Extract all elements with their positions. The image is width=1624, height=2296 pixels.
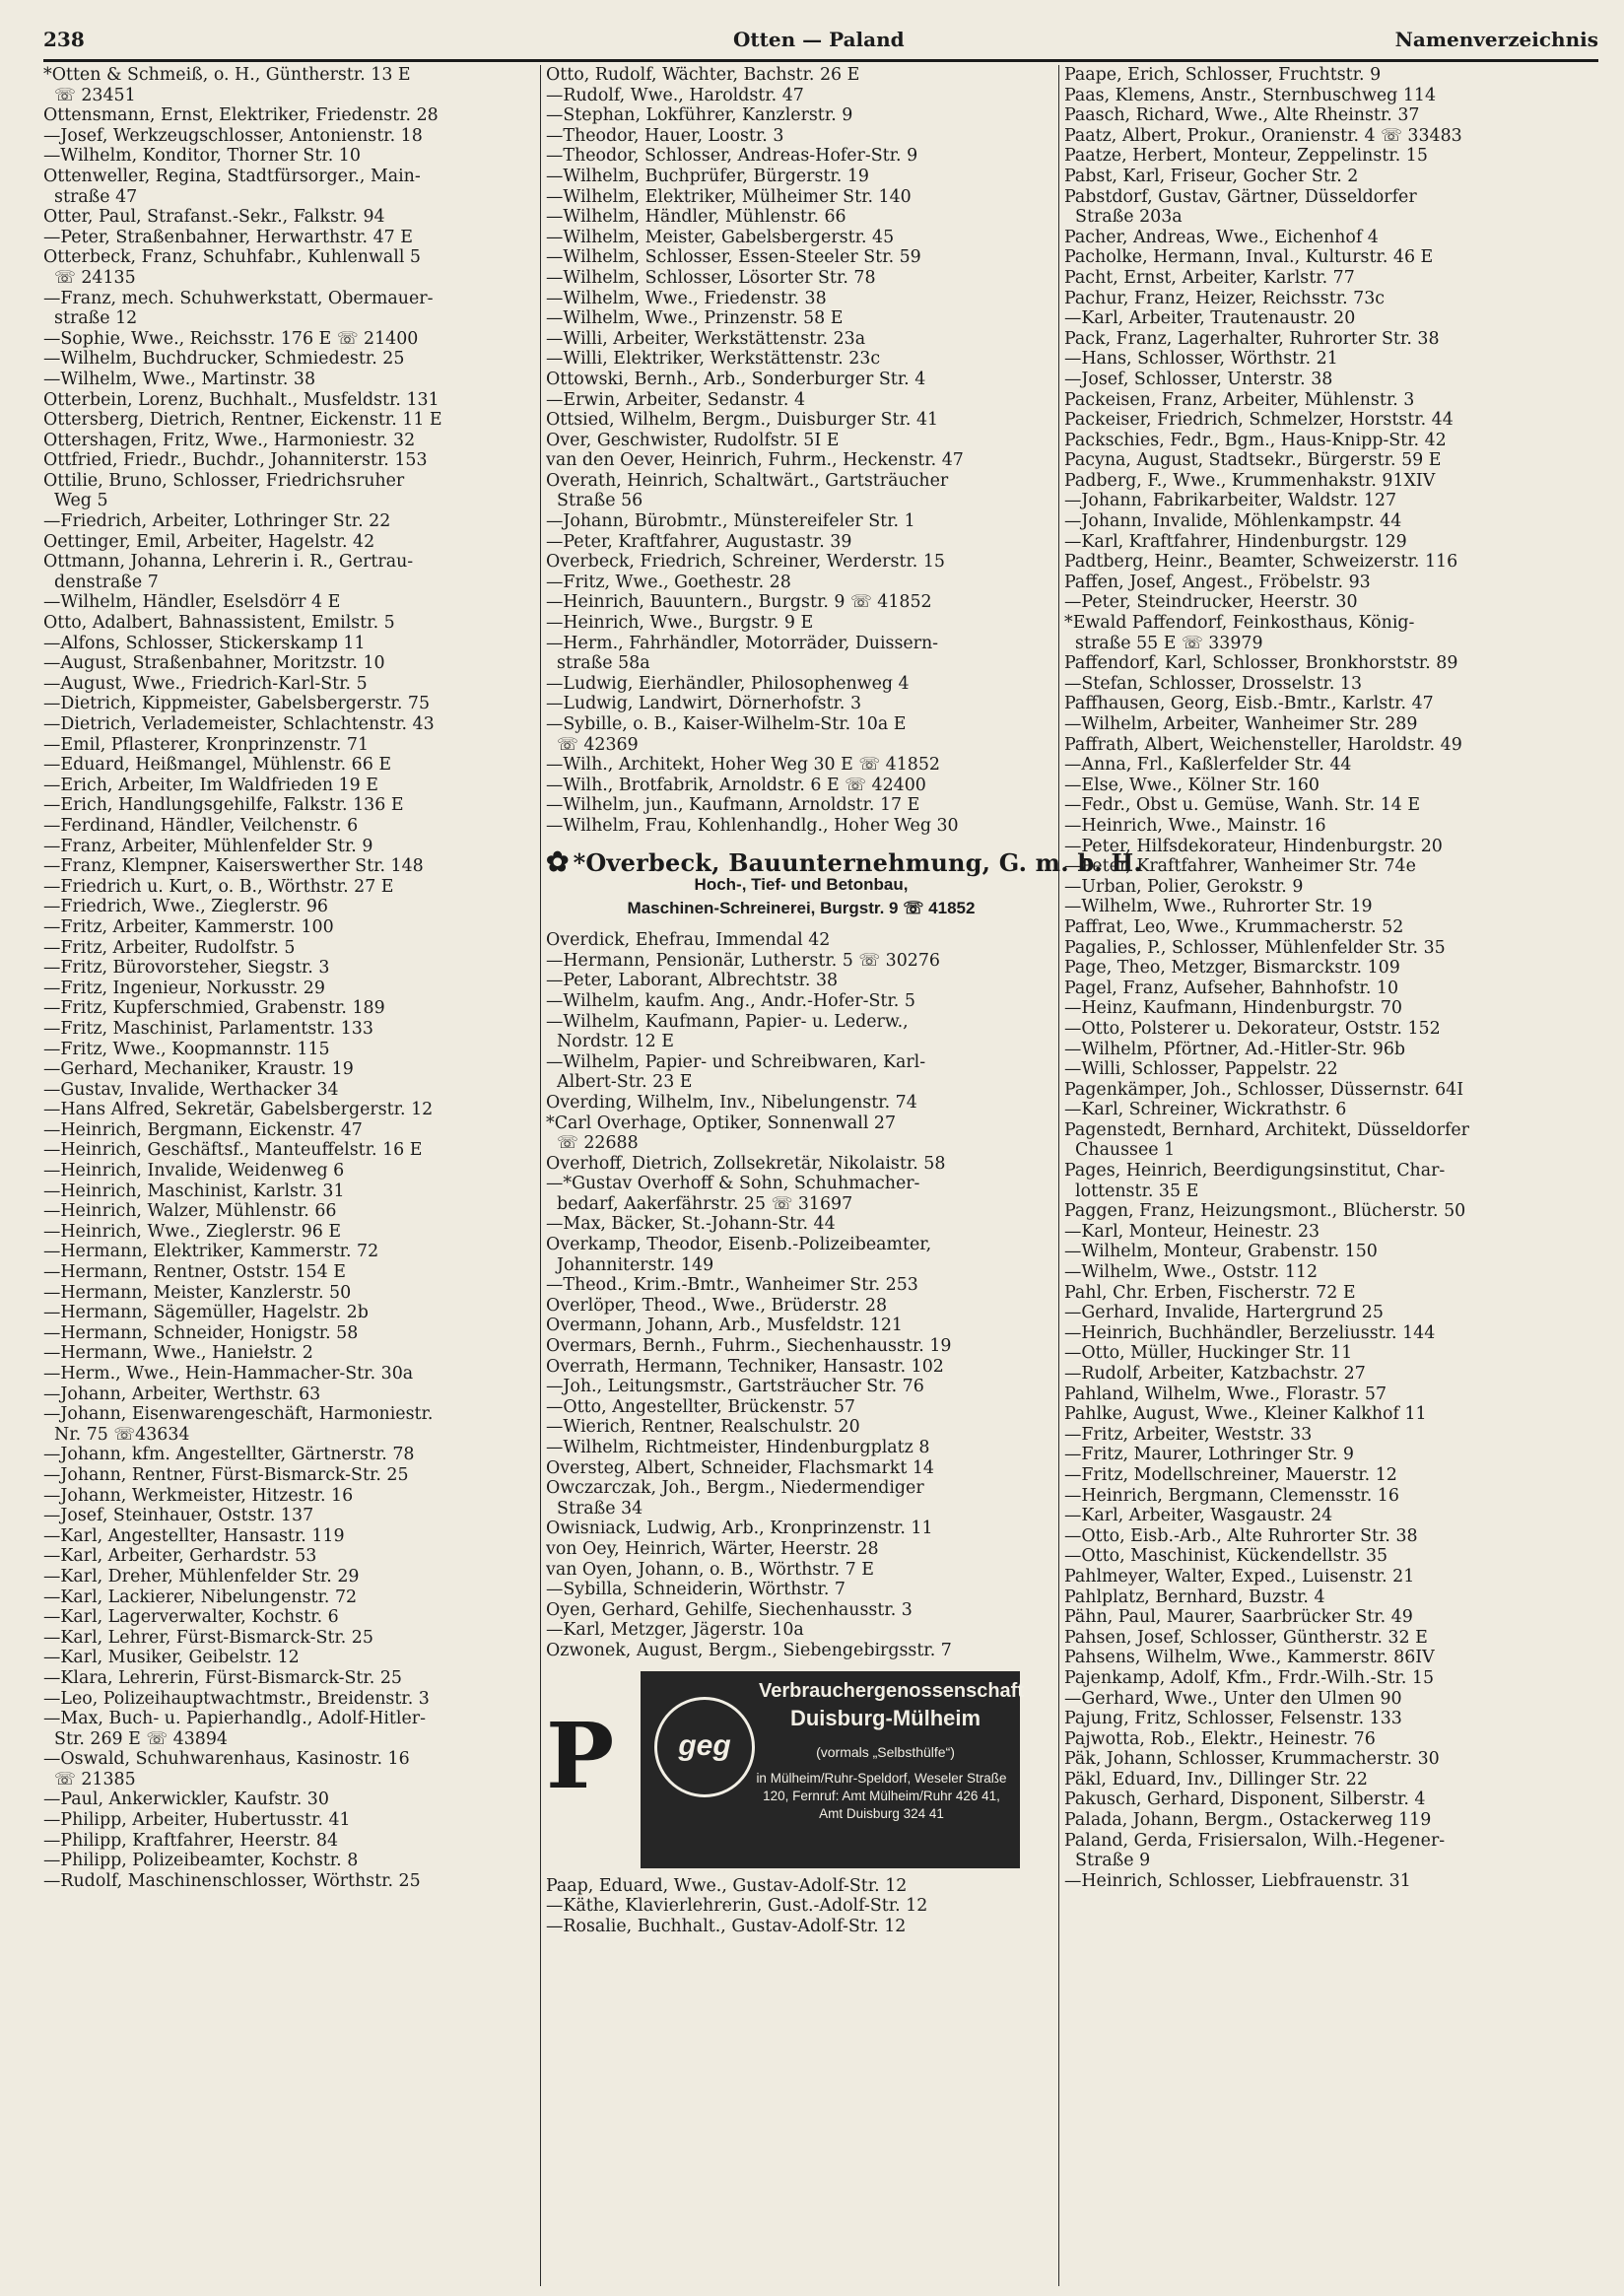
directory-entry: Oversteg, Albert, Schneider, Flachsmarkt 14 [546,1457,934,1478]
directory-entry: ☏ 42369 [546,734,639,755]
directory-entry: —Eduard, Heißmangel, Mühlenstr. 66 E [43,755,392,776]
directory-entry: Ottensmann, Ernst, Elektriker, Friedenstr. 28 [43,105,439,126]
directory-entry: Pahlplatz, Bernhard, Buzstr. 4 [1064,1587,1325,1607]
directory-entry: —Oswald, Schuhwarenhaus, Kasinostr. 16 [43,1749,410,1770]
overbeck-ad-line1: Hoch-, Tief- und Betonbau, [694,875,909,895]
directory-entry: —Johann, Werkmeister, Hitzestr. 16 [43,1485,354,1506]
directory-entry: Pähn, Paul, Maurer, Saarbrücker Str. 49 [1064,1607,1413,1628]
directory-entry: —Wilhelm, Pförtner, Ad.-Hitler-Str. 96b [1064,1039,1406,1059]
directory-entry: —Heinrich, Geschäftsf., Manteuffelstr. 16 E [43,1140,423,1161]
directory-entry: —Rudolf, Arbeiter, Katzbachstr. 27 [1064,1364,1366,1384]
directory-entry: —Franz, mech. Schuhwerkstatt, Obermauer- [43,288,434,308]
directory-entry: —Heinrich, Wwe., Mainstr. 16 [1064,815,1326,836]
directory-entry: ☏ 21385 [43,1769,136,1790]
directory-entry: Overrath, Hermann, Techniker, Hansastr. 102 [546,1356,944,1377]
directory-entry: —Hermann, Sägemüller, Hagelstr. 2b [43,1303,369,1323]
directory-entry: —Fritz, Modellschreiner, Mauerstr. 12 [1064,1464,1397,1485]
directory-entry: —Otto, Müller, Huckinger Str. 11 [1064,1343,1353,1364]
directory-entry: —Franz, Klempner, Kaiserswerther Str. 148 [43,856,424,877]
directory-entry: —Wilhelm, Konditor, Thorner Str. 10 [43,146,361,167]
directory-entry: —Gerhard, Invalide, Hartergrund 25 [1064,1303,1384,1323]
directory-entry: —August, Straßenbahner, Moritzstr. 10 [43,653,385,674]
directory-entry: Overhoff, Dietrich, Zollsekretär, Nikolaistr. 58 [546,1153,946,1174]
directory-entry: Pahland, Wilhelm, Wwe., Florastr. 57 [1064,1384,1387,1404]
directory-entry: Pabst, Karl, Friseur, Gocher Str. 2 [1064,166,1359,186]
directory-entry: —Heinrich, Buchhändler, Berzeliusstr. 144 [1064,1322,1436,1343]
directory-entry: Overmann, Johann, Arb., Musfeldstr. 121 [546,1316,903,1336]
directory-entry: —Wilhelm, Arbeiter, Wanheimer Str. 289 [1064,714,1418,734]
directory-entry: —Heinrich, Bergmann, Eickenstr. 47 [43,1119,363,1140]
directory-entry: —Willi, Elektriker, Werkstättenstr. 23c [546,349,881,370]
directory-entry: ☏ 24135 [43,267,136,288]
directory-entry: —Josef, Werkzeugschlosser, Antonienstr. 18 [43,125,423,146]
directory-entry: Padtberg, Heinr., Beamter, Schweizerstr. 116 [1064,552,1458,573]
directory-entry: Paatz, Albert, Prokur., Oranienstr. 4 ☏ 33483 [1064,125,1462,146]
directory-entry: Paatze, Herbert, Monteur, Zeppelinstr. 15 [1064,146,1428,167]
veg-ad-line1: Verbrauchergenossenschaft [759,1679,1024,1702]
directory-entry: —Peter, Kraftfahrer, Wanheimer Str. 74e [1064,856,1416,877]
directory-entry: Straße 34 [546,1498,643,1519]
directory-entry: Paffen, Josef, Angest., Fröbelstr. 93 [1064,572,1371,592]
directory-entry: —Sybilla, Schneiderin, Wörthstr. 7 [546,1580,846,1600]
directory-entry: —Heinrich, Bergmann, Clemensstr. 16 [1064,1485,1399,1506]
directory-entry: —Peter, Laborant, Albrechtstr. 38 [546,971,839,991]
directory-entry: Pajung, Fritz, Schlosser, Felsenstr. 133 [1064,1709,1402,1729]
veg-ad-line4: in Mülheim/Ruhr-Speldorf, Weseler Straße 120, Fernruf: Amt Mülheim/Ruhr 426 41, Amt Duisburg 324 41 [756,1770,1007,1821]
directory-entry: —Stefan, Schlosser, Drosselstr. 13 [1064,673,1363,694]
directory-entry: —Johann, Arbeiter, Werthstr. 63 [43,1384,321,1404]
directory-entry: —Ludwig, Landwirt, Dörnerhofstr. 3 [546,694,862,714]
directory-entry: Paggen, Franz, Heizungsmont., Blücherstr. 50 [1064,1201,1466,1222]
directory-entry: —Karl, Angestellter, Hansastr. 119 [43,1525,345,1546]
directory-entry: —Josef, Steinhauer, Oststr. 137 [43,1506,314,1526]
directory-entry: —Erwin, Arbeiter, Sedanstr. 4 [546,389,806,410]
directory-entry: —Else, Wwe., Kölner Str. 160 [1064,775,1320,795]
directory-entry: —Wilhelm, Wwe., Prinzenstr. 58 E [546,308,844,329]
directory-entry: —Karl, Metzger, Jägerstr. 10a [546,1620,804,1641]
directory-entry: Pagalies, P., Schlosser, Mühlenfelder Str. 35 [1064,937,1446,958]
directory-entry: *Ewald Paffendorf, Feinkosthaus, König- [1064,613,1415,634]
directory-entry: —Karl, Kraftfahrer, Hindenburgstr. 129 [1064,531,1407,552]
directory-entry: *Carl Overhage, Optiker, Sonnenwall 27 [546,1113,897,1133]
directory-entry: Pack, Franz, Lagerhalter, Ruhrorter Str. 38 [1064,328,1440,349]
directory-entry: bedarf, Aakerfährstr. 25 ☏ 31697 [546,1193,853,1214]
directory-entry: Paas, Klemens, Anstr., Sternbuschweg 114 [1064,85,1437,105]
directory-entry: Pajwotta, Rob., Elektr., Heinestr. 76 [1064,1728,1376,1749]
overbeck-ad-line2: Maschinen-Schreinerei, Burgstr. 9 ☏ 41852 [627,899,976,918]
directory-entry: Chaussee 1 [1064,1140,1176,1161]
directory-entry: —Friedrich, Arbeiter, Lothringer Str. 22 [43,511,391,532]
directory-entry: —Karl, Lackierer, Nibelungenstr. 72 [43,1587,358,1607]
directory-entry: —Wilhelm, Richtmeister, Hindenburgplatz 8 [546,1438,930,1457]
directory-entry: —Wilhelm, Elektriker, Mülheimer Str. 140 [546,186,912,207]
directory-entry: —Johann, Eisenwarengeschäft, Harmoniestr. [43,1404,434,1425]
section-letter: P [546,1702,615,1809]
directory-entry: Pagenstedt, Bernhard, Architekt, Düsseldorfer [1064,1119,1469,1140]
column-1 [43,65,538,1891]
directory-entry: —Wilhelm, kaufm. Ang., Andr.-Hofer-Str. 5 [546,990,915,1011]
directory-entry: —Dietrich, Verlademeister, Schlachtenstr. 43 [43,714,435,734]
directory-entry: —Wilhelm, Schlosser, Lösorter Str. 78 [546,267,876,288]
directory-entry: —Wilhelm, Wwe., Ruhrorter Str. 19 [1064,897,1373,917]
directory-entry: —Hans, Schlosser, Wörthstr. 21 [1064,349,1338,370]
directory-entry: —Wilhelm, Frau, Kohlenhandlg., Hoher Weg 30 [546,815,959,836]
directory-entry: —Otto, Maschinist, Kückendellstr. 35 [1064,1546,1388,1567]
directory-entry: Ottmann, Johanna, Lehrerin i. R., Gertrau- [43,552,414,573]
veg-ad-line3: (vormals „Selbsthülfe“) [816,1743,955,1760]
directory-entry: —Heinrich, Wwe., Zieglerstr. 96 E [43,1221,342,1242]
directory-entry: —Käthe, Klavierlehrerin, Gust.-Adolf-Str. 12 [546,1896,928,1917]
directory-entry: —Hermann, Wwe., Haniełstr. 2 [43,1343,313,1364]
directory-entry: Pagenkämper, Joh., Schlosser, Düssernstr. 64I [1064,1079,1464,1100]
directory-entry: —Johann, Rentner, Fürst-Bismarck-Str. 25 [43,1464,409,1485]
veg-ad-box [641,1671,1024,1868]
column-divider [1058,65,1059,2286]
veg-ad-line2: Duisburg-Mülheim [789,1705,981,1730]
overbeck-ad-title: *Overbeck, Bauunternehmung, G. m. b. H. [573,847,1142,877]
directory-entry: Oettinger, Emil, Arbeiter, Hagelstr. 42 [43,531,375,552]
directory-entry: Paffhausen, Georg, Eisb.-Bmtr., Karlstr. 47 [1064,694,1434,714]
directory-entry: —Wilhelm, Händler, Mühlenstr. 66 [546,207,846,228]
directory-entry: Oyen, Gerhard, Gehilfe, Siechenhausstr. 3 [546,1599,913,1620]
directory-entry: —Philipp, Polizeibeamter, Kochstr. 8 [43,1851,359,1871]
directory-entry: —Erich, Handlungsgehilfe, Falkstr. 136 E [43,795,404,816]
directory-entry: Ottersberg, Dietrich, Rentner, Eickenstr. 11 E [43,410,442,431]
directory-entry: Paffendorf, Karl, Schlosser, Bronkhorststr. 89 [1064,653,1458,674]
directory-entry: Pacholke, Hermann, Inval., Kulturstr. 46 E [1064,247,1434,268]
directory-entry: von Oey, Heinrich, Wärter, Heerstr. 28 [546,1538,879,1559]
directory-entry: —Fritz, Maurer, Lothringer Str. 9 [1064,1445,1354,1465]
directory-entry: —Hermann, Elektriker, Kammerstr. 72 [43,1242,379,1262]
directory-entry: —Joh., Leitungsmstr., Gartsträucher Str. 76 [546,1377,924,1397]
directory-entry: Str. 269 E ☏ 43894 [43,1728,228,1749]
directory-entry: —Emil, Pflasterer, Kronprinzenstr. 71 [43,734,370,755]
directory-entry: —Hermann, Rentner, Oststr. 154 E [43,1262,346,1283]
directory-entry: Pahsens, Wilhelm, Wwe., Kammerstr. 86IV [1064,1648,1435,1668]
directory-entry: Nordstr. 12 E [546,1032,674,1052]
directory-entry: —Ludwig, Eierhändler, Philosophenweg 4 [546,673,910,694]
directory-entry: ☏ 22688 [546,1133,639,1154]
directory-entry: —Heinrich, Bauuntern., Burgstr. 9 ☏ 41852 [546,592,932,613]
directory-entry: —Friedrich, Wwe., Zieglerstr. 96 [43,897,328,917]
directory-entry: Overlöper, Theod., Wwe., Brüderstr. 28 [546,1295,888,1316]
directory-entry: —Karl, Arbeiter, Trautenaustr. 20 [1064,308,1356,329]
directory-entry: Pabstdorf, Gustav, Gärtner, Düsseldorfer [1064,186,1417,207]
directory-entry: Overath, Heinrich, Schaltwärt., Gartsträucher [546,470,949,491]
directory-entry: —Urban, Polier, Gerokstr. 9 [1064,876,1304,897]
directory-entry: —Gerhard, Mechaniker, Kraustr. 19 [43,1059,354,1080]
directory-entry: denstraße 7 [43,572,159,592]
directory-entry: —Fritz, Wwe., Koopmannstr. 115 [43,1039,330,1059]
directory-entry: —Herm., Wwe., Hein-Hammacher-Str. 30a [43,1364,414,1384]
directory-entry: Overmars, Bernh., Fuhrm., Siechenhausstr. 19 [546,1336,952,1357]
directory-entry: Pages, Heinrich, Beerdigungsinstitut, Char- [1064,1161,1446,1182]
directory-entry: —Heinrich, Schlosser, Liebfrauenstr. 31 [1064,1870,1411,1891]
directory-entry: —Karl, Lehrer, Fürst-Bismarck-Str. 25 [43,1627,373,1648]
directory-entry: Paland, Gerda, Frisiersalon, Wilh.-Hegener- [1064,1830,1446,1851]
directory-entry: —Karl, Lagerverwalter, Kochstr. 6 [43,1607,339,1628]
directory-entry: —Otto, Polsterer u. Dekorateur, Oststr. 152 [1064,1018,1441,1039]
directory-entry: —Wilhelm, Buchprüfer, Bürgerstr. 19 [546,166,869,186]
directory-entry: —Wilhelm, Monteur, Grabenstr. 150 [1064,1242,1378,1262]
directory-entry: —Karl, Arbeiter, Wasgaustr. 24 [1064,1506,1333,1526]
directory-entry: —Fritz, Maschinist, Parlamentstr. 133 [43,1018,373,1039]
directory-entry: Page, Theo, Metzger, Bismarckstr. 109 [1064,958,1400,979]
directory-entry: Johanniterstr. 149 [546,1254,714,1275]
directory-entry: —Hans Alfred, Sekretär, Gabelsbergerstr. 12 [43,1100,434,1120]
directory-entry: Straße 9 [1064,1851,1151,1871]
directory-entry: Owisniack, Ludwig, Arb., Kronprinzenstr. 11 [546,1519,933,1539]
column-2-entries-bottom [546,1876,1056,1937]
directory-entry: —Johann, Fabrikarbeiter, Waldstr. 127 [1064,491,1397,511]
veg-advertisement [546,1671,1056,1868]
directory-entry: —Otto, Angestellter, Brückenstr. 57 [546,1396,855,1417]
page-title: Otten — Paland [733,28,905,51]
overbeck-advertisement [546,844,1142,921]
directory-entry: —Hermann, Meister, Kanzlerstr. 50 [43,1282,352,1303]
directory-entry: —Willi, Schlosser, Pappelstr. 22 [1064,1059,1338,1080]
directory-entry: —Johann, kfm. Angestellter, Gärtnerstr. 78 [43,1445,415,1465]
column-3 [1064,65,1601,1891]
overbeck-ad-name [546,844,1142,878]
directory-entry: —Heinrich, Walzer, Mühlenstr. 66 [43,1201,337,1222]
directory-entry: Pachur, Franz, Heizer, Reichsstr. 73c [1064,288,1386,308]
directory-entry: —Wilhelm, Wwe., Martinstr. 38 [43,369,316,389]
directory-entry: van den Oever, Heinrich, Fuhrm., Heckenstr. 47 [546,450,964,471]
directory-entry: Paap, Eduard, Wwe., Gustav-Adolf-Str. 12 [546,1875,908,1896]
directory-entry: —Heinrich, Wwe., Burgstr. 9 E [546,613,814,634]
directory-entry: Albert-Str. 23 E [546,1072,693,1093]
directory-entry: Ottenweller, Regina, Stadtfürsorger., Main- [43,166,421,186]
directory-entry: Pacher, Andreas, Wwe., Eichenhof 4 [1064,227,1379,247]
directory-entry: straße 47 [43,186,138,207]
directory-entry: straße 58a [546,653,650,674]
directory-entry: Pacht, Ernst, Arbeiter, Karlstr. 77 [1064,267,1355,288]
directory-entry: Ozwonek, August, Bergm., Siebengebirgsstr. 7 [546,1640,952,1660]
directory-entry: —Wilhelm, Händler, Eselsdörr 4 E [43,592,341,613]
directory-entry: —Rudolf, Maschinenschlosser, Wörthstr. 25 [43,1870,421,1891]
directory-entry: —Fritz, Wwe., Goethestr. 28 [546,572,791,592]
directory-entry: van Oyen, Johann, o. B., Wörthstr. 7 E [546,1559,874,1580]
directory-entry: —Peter, Steindrucker, Heerstr. 30 [1064,592,1358,613]
directory-entry: Pahlmeyer, Walter, Exped., Luisenstr. 21 [1064,1566,1415,1587]
directory-entry: —Fritz, Arbeiter, Kammerstr. 100 [43,916,334,937]
directory-entry: —Erich, Arbeiter, Im Waldfrieden 19 E [43,775,378,795]
directory-entry: —Heinrich, Maschinist, Karlstr. 31 [43,1181,345,1201]
directory-entry: Pahl, Chr. Erben, Fischerstr. 72 E [1064,1282,1356,1303]
directory-entry: Ottsied, Wilhelm, Bergm., Duisburger Str. 41 [546,410,939,431]
directory-entry: Otto, Rudolf, Wächter, Bachstr. 26 E [546,65,860,85]
directory-entry: —Wilhelm, Kaufmann, Papier- u. Lederw., [546,1011,909,1032]
directory-entry: straße 55 E ☏ 33979 [1064,633,1263,653]
directory-entry: —Friedrich u. Kurt, o. B., Wörthstr. 27 E [43,876,394,897]
directory-entry: Ottfried, Friedr., Buchdr., Johanniterstr. 153 [43,450,428,471]
directory-entry: —Wierich, Rentner, Realschulstr. 20 [546,1417,860,1438]
directory-entry: straße 12 [43,308,138,329]
directory-entry: —Herm., Fahrhändler, Motorräder, Duissern- [546,633,939,653]
directory-entry: —Gerhard, Wwe., Unter den Ulmen 90 [1064,1688,1402,1709]
directory-entry: Ottershagen, Fritz, Wwe., Harmoniestr. 32 [43,430,416,450]
directory-entry: ☏ 23451 [43,85,136,105]
directory-entry: —Max, Bäcker, St.-Johann-Str. 44 [546,1214,836,1235]
directory-entry: Ottilie, Bruno, Schlosser, Friedrichsruher [43,470,405,491]
directory-entry: —Wilhelm, Papier- und Schreibwaren, Karl- [546,1051,926,1072]
directory-entry: —Stephan, Lokführer, Kanzlerstr. 9 [546,105,853,126]
directory-entry: —Karl, Arbeiter, Gerhardstr. 53 [43,1546,317,1567]
directory-entry: —Fritz, Kupferschmied, Grabenstr. 189 [43,998,385,1019]
directory-entry: Päk, Johann, Schlosser, Krummacherstr. 30 [1064,1749,1440,1770]
directory-entry: —Max, Buch- u. Papierhandlg., Adolf-Hitler- [43,1709,426,1729]
directory-entry: —Theodor, Schlosser, Andreas-Hofer-Str. 9 [546,146,918,167]
directory-entry: —Alfons, Schlosser, Stickerskamp 11 [43,633,366,653]
directory-entry: —Karl, Dreher, Mühlenfelder Str. 29 [43,1566,360,1587]
directory-entry: Overdick, Ehefrau, Immendal 42 [546,930,831,951]
directory-entry: —Wilhelm, Meister, Gabelsbergerstr. 45 [546,227,895,247]
directory-entry: Päkl, Eduard, Inv., Dillinger Str. 22 [1064,1769,1368,1790]
directory-entry: Otto, Adalbert, Bahnassistent, Emilstr. 5 [43,613,395,634]
directory-entry: —Rudolf, Wwe., Haroldstr. 47 [546,85,804,105]
directory-entry: —Fritz, Arbeiter, Rudolfstr. 5 [43,937,296,958]
directory-entry: —Heinz, Kaufmann, Hindenburgstr. 70 [1064,998,1402,1019]
directory-entry: —Ferdinand, Händler, Veilchenstr. 6 [43,815,359,836]
directory-entry: Palada, Johann, Bergm., Ostackerweg 119 [1064,1810,1432,1831]
directory-entry: —Hermann, Schneider, Honigstr. 58 [43,1322,359,1343]
directory-entry: Paape, Erich, Schlosser, Fruchtstr. 9 [1064,65,1382,85]
directory-entry: Overbeck, Friedrich, Schreiner, Werderstr. 15 [546,552,945,573]
directory-entry: Pahlke, August, Wwe., Kleiner Kalkhof 11 [1064,1404,1427,1425]
directory-entry: lottenstr. 35 E [1064,1181,1199,1201]
directory-entry: —Peter, Hilfsdekorateur, Hindenburgstr. 20 [1064,836,1443,856]
directory-entry: Otter, Paul, Strafanst.-Sekr., Falkstr. 94 [43,207,385,228]
directory-entry: Pakusch, Gerhard, Disponent, Silberstr. 4 [1064,1790,1426,1810]
directory-entry: Padberg, F., Wwe., Krummenhakstr. 91XIV [1064,470,1436,491]
directory-entry: —Wilhelm, Wwe., Friedenstr. 38 [546,288,827,308]
directory-entry: —Josef, Schlosser, Unterstr. 38 [1064,369,1333,389]
directory-entry: Packschies, Fedr., Bgm., Haus-Knipp-Str. 42 [1064,430,1447,450]
directory-entry: Overkamp, Theodor, Eisenb.-Polizeibeamter, [546,1235,932,1255]
directory-entry: Packeiser, Friedrich, Schmelzer, Horststr. 44 [1064,410,1454,431]
directory-entry: Otterbeck, Franz, Schuhfabr., Kuhlenwall 5 [43,247,421,268]
section-title: Namenverzeichnis [1394,28,1598,51]
directory-entry: —Karl, Monteur, Heinestr. 23 [1064,1221,1320,1242]
directory-entry: —Peter, Kraftfahrer, Augustastr. 39 [546,531,852,552]
directory-entry: —Wilhelm, Wwe., Oststr. 112 [1064,1262,1319,1283]
directory-entry: —Karl, Schreiner, Wickrathstr. 6 [1064,1100,1347,1120]
directory-entry: Pagel, Franz, Aufseher, Bahnhofstr. 10 [1064,978,1399,998]
geg-emblem-icon: geg [654,1697,755,1797]
directory-entry: —Klara, Lehrerin, Fürst-Bismarck-Str. 25 [43,1667,402,1688]
directory-entry: —August, Wwe., Friedrich-Karl-Str. 5 [43,673,368,694]
page-number: 238 [43,28,85,51]
directory-entry: Pajenkamp, Adolf, Kfm., Frdr.-Wilh.-Str. 15 [1064,1667,1435,1688]
directory-entry: —*Gustav Overhoff & Sohn, Schuhmacher- [546,1174,920,1194]
directory-entry: Weg 5 [43,491,108,511]
directory-entry: Paffrath, Albert, Weichensteller, Haroldstr. 49 [1064,734,1462,755]
column-divider [540,65,541,2286]
directory-entry: —Wilhelm, Buchdrucker, Schmiedestr. 25 [43,349,405,370]
directory-entry: —Paul, Ankerwickler, Kaufstr. 30 [43,1790,329,1810]
directory-entry: Paffrat, Leo, Wwe., Krummacherstr. 52 [1064,916,1404,937]
directory-entry: —Anna, Frl., Kaßlerfelder Str. 44 [1064,755,1352,776]
directory-entry: —Heinrich, Invalide, Weidenweg 6 [43,1161,345,1182]
directory-entry: Pacyna, August, Stadtsekr., Bürgerstr. 59 E [1064,450,1442,471]
directory-entry: —Otto, Eisb.-Arb., Alte Ruhrorter Str. 38 [1064,1525,1418,1546]
directory-entry: Straße 56 [546,491,643,511]
column-2-entries [546,65,1056,837]
directory-entry: —Leo, Polizeihauptwachtmstr., Breidenstr. 3 [43,1688,430,1709]
directory-entry: —Theod., Krim.-Bmtr., Wanheimer Str. 253 [546,1275,918,1296]
directory-entry: —Wilhelm, jun., Kaufmann, Arnoldstr. 17 E [546,795,920,816]
directory-entry: Pahsen, Josef, Schlosser, Güntherstr. 32 E [1064,1627,1428,1648]
column-2-entries-after-ad [546,930,1056,1660]
directory-entry: —Johann, Invalide, Möhlenkampstr. 44 [1064,511,1402,532]
directory-entry: Owczarczak, Joh., Bergm., Niedermendiger [546,1478,924,1499]
directory-entry: —Johann, Bürobmtr., Münstereifeler Str. 1 [546,511,915,532]
directory-entry: Nr. 75 ☏43634 [43,1424,190,1445]
directory-entry: —Wilh., Brotfabrik, Arnoldstr. 6 E ☏ 42400 [546,775,926,795]
directory-entry: —Fritz, Bürovorsteher, Siegstr. 3 [43,958,330,979]
directory-entry: Straße 203a [1064,207,1183,228]
company-emblem-icon: ✿ [546,844,570,878]
directory-entry: Otterbein, Lorenz, Buchhalt., Musfeldstr. 131 [43,389,440,410]
directory-entry: Packeisen, Franz, Arbeiter, Mühlenstr. 3 [1064,389,1415,410]
directory-entry: Over, Geschwister, Rudolfstr. 5I E [546,430,840,450]
directory-entry: *Otten & Schmeiß, o. H., Güntherstr. 13 E [43,65,411,85]
directory-entry: —Fritz, Ingenieur, Norkusstr. 29 [43,978,325,998]
directory-entry: —Karl, Musiker, Geibelstr. 12 [43,1648,300,1668]
directory-entry: Ottowski, Bernh., Arb., Sonderburger Str. 4 [546,369,926,389]
directory-entry: —Sophie, Wwe., Reichsstr. 176 E ☏ 21400 [43,328,419,349]
directory-entry: —Wilhelm, Schlosser, Essen-Steeler Str. 59 [546,247,921,268]
directory-entry: —Theodor, Hauer, Loostr. 3 [546,125,784,146]
directory-entry: —Philipp, Kraftfahrer, Heerstr. 84 [43,1830,339,1851]
directory-entry: —Fedr., Obst u. Gemüse, Wanh. Str. 14 E [1064,795,1421,816]
directory-entry: —Hermann, Pensionär, Lutherstr. 5 ☏ 30276 [546,950,940,971]
directory-entry: —Sybille, o. B., Kaiser-Wilhelm-Str. 10a E [546,714,907,734]
directory-entry: —Franz, Arbeiter, Mühlenfelder Str. 9 [43,836,373,856]
page-header [43,26,1598,62]
directory-entry: Paasch, Richard, Wwe., Alte Rheinstr. 37 [1064,105,1420,126]
directory-entry: —Philipp, Arbeiter, Hubertusstr. 41 [43,1810,351,1831]
directory-entry: —Dietrich, Kippmeister, Gabelsbergerstr. 75 [43,694,431,714]
directory-entry: —Peter, Straßenbahner, Herwarthstr. 47 E [43,227,413,247]
directory-entry: —Gustav, Invalide, Werthacker 34 [43,1079,339,1100]
directory-entry: —Fritz, Arbeiter, Weststr. 33 [1064,1424,1313,1445]
directory-entry: —Wilh., Architekt, Hoher Weg 30 E ☏ 41852 [546,755,940,776]
directory-entry: —Rosalie, Buchhalt., Gustav-Adolf-Str. 12 [546,1916,907,1936]
directory-entry: Overding, Wilhelm, Inv., Nibelungenstr. 74 [546,1092,917,1113]
directory-entry: —Willi, Arbeiter, Werkstättenstr. 23a [546,328,866,349]
